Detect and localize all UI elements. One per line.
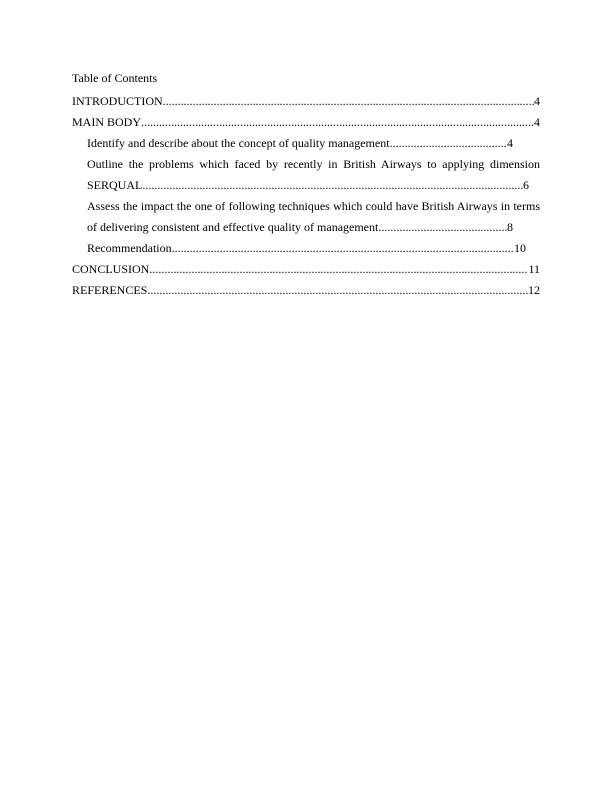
dot-leader (142, 175, 523, 196)
toc-entry-page: 4 (534, 94, 540, 108)
dot-leader (149, 259, 528, 280)
toc-title: Table of Contents (72, 71, 158, 85)
toc-entry-quality-management-concept[interactable] (72, 133, 540, 154)
toc-entry-assess-impact[interactable] (72, 196, 540, 238)
toc-entry-label-line2: of delivering consistent and effective quality of management (87, 220, 379, 234)
dot-leader (390, 133, 507, 154)
toc-entry-conclusion[interactable] (72, 259, 540, 280)
toc-entry-main-body[interactable] (72, 112, 540, 133)
toc-entry-label: INTRODUCTION (72, 94, 163, 108)
toc-entry-label: Identify and describe about the concept of quality management (87, 136, 390, 150)
toc-entry-label-line2: SERQUAL (87, 178, 143, 192)
toc-entry-page: 10 (514, 241, 526, 255)
toc-entry-references[interactable] (72, 280, 540, 301)
toc-entry-serqual-problems[interactable] (72, 154, 540, 196)
toc-entry-label: Recommendation (87, 241, 172, 255)
table-of-contents (72, 70, 540, 301)
toc-entry-recommendation[interactable] (72, 238, 540, 259)
dot-leader (147, 280, 528, 301)
toc-entry-page: 11 (528, 262, 540, 276)
toc-entry-introduction[interactable] (72, 91, 540, 112)
toc-entry-label: MAIN BODY (72, 115, 141, 129)
toc-entry-page: 12 (528, 283, 540, 297)
toc-entry-label-line1: Outline the problems which faced by recently in British Airways to applying dimension (87, 157, 540, 171)
dot-leader (163, 91, 534, 112)
dot-leader (378, 217, 507, 238)
dot-leader (172, 238, 514, 259)
toc-entry-label: CONCLUSION (72, 262, 150, 276)
toc-entry-page: 4 (534, 115, 540, 129)
toc-entry-page: 8 (507, 220, 513, 234)
toc-entry-label-line1: Assess the impact the one of following techniques which could have British Airways in terms (87, 199, 540, 213)
toc-entry-label: REFERENCES (72, 283, 148, 297)
toc-entry-page: 4 (507, 136, 513, 150)
dot-leader (141, 112, 534, 133)
toc-entry-page: 6 (523, 178, 529, 192)
